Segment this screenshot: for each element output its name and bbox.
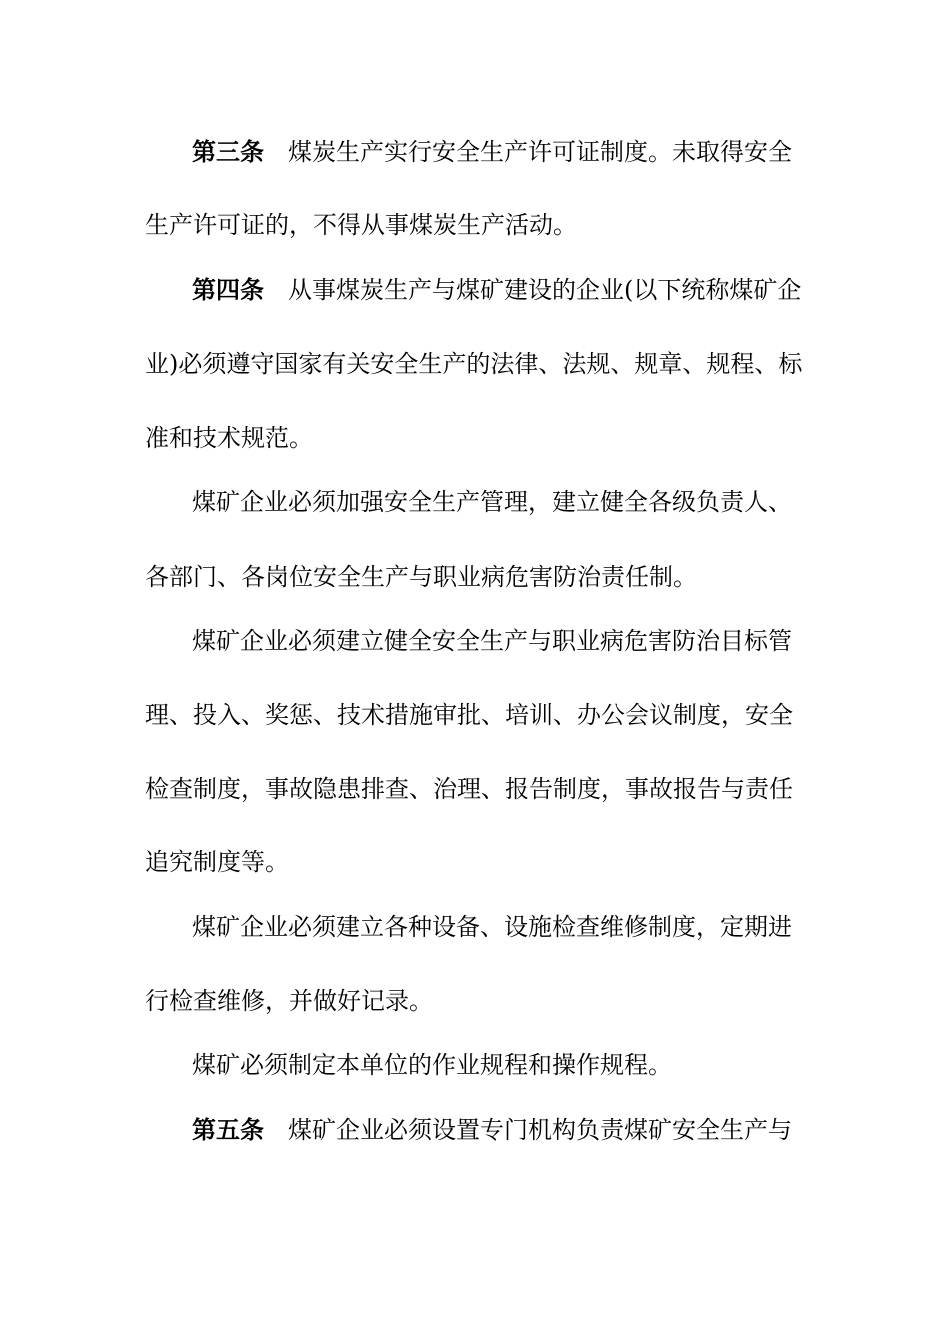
paragraph-line — [145, 774, 793, 804]
paragraph-text: 从事煤炭生产与煤矿建设的企业(以下统称煤矿企 — [288, 276, 802, 304]
article-label: 第五条 — [192, 1115, 264, 1144]
paragraph-text: 生产许可证的，不得从事煤炭生产活动。 — [145, 211, 577, 239]
paragraph-text: 煤炭生产实行安全生产许可证制度。未取得安全 — [288, 138, 792, 166]
article-label: 第三条 — [192, 137, 264, 166]
paragraph-line — [192, 487, 792, 517]
paragraph-line — [145, 847, 289, 877]
paragraph-text: 煤矿企业必须建立健全安全生产与职业病危害防治目标管 — [192, 627, 792, 655]
paragraph-line — [192, 1050, 672, 1080]
paragraph-line — [145, 986, 433, 1016]
article-3-line-1 — [192, 137, 792, 167]
paragraph-text: 追究制度等。 — [145, 848, 289, 876]
paragraph-text: 行检查维修，并做好记录。 — [145, 987, 433, 1015]
paragraph-line — [145, 700, 793, 730]
article-3-line-2 — [145, 210, 577, 240]
paragraph-text: 煤矿必须制定本单位的作业规程和操作规程。 — [192, 1051, 672, 1079]
paragraph-text: 检查制度，事故隐患排查、治理、报告制度，事故报告与责任 — [145, 775, 793, 803]
paragraph-text: 煤矿企业必须建立各种设备、设施检查维修制度，定期进 — [192, 913, 792, 941]
article-5-line-1 — [192, 1115, 792, 1145]
article-4-line-2 — [145, 349, 802, 379]
paragraph-text: 理、投入、奖惩、技术措施审批、培训、办公会议制度，安全 — [145, 701, 793, 729]
article-label: 第四条 — [192, 275, 264, 304]
paragraph-text: 准和技术规范。 — [145, 424, 313, 452]
paragraph-text: 各部门、各岗位安全生产与职业病危害防治责任制。 — [145, 563, 697, 591]
paragraph-text: 煤矿企业必须设置专门机构负责煤矿安全生产与 — [288, 1116, 792, 1144]
paragraph-line — [192, 912, 792, 942]
paragraph-text: 业)必须遵守国家有关安全生产的法律、法规、规章、规程、标 — [145, 350, 803, 378]
article-4-line-3 — [145, 423, 313, 453]
paragraph-line — [145, 562, 697, 592]
paragraph-line — [192, 626, 792, 656]
article-4-line-1 — [192, 275, 801, 305]
paragraph-text: 煤矿企业必须加强安全生产管理，建立健全各级负责人、 — [192, 488, 792, 516]
